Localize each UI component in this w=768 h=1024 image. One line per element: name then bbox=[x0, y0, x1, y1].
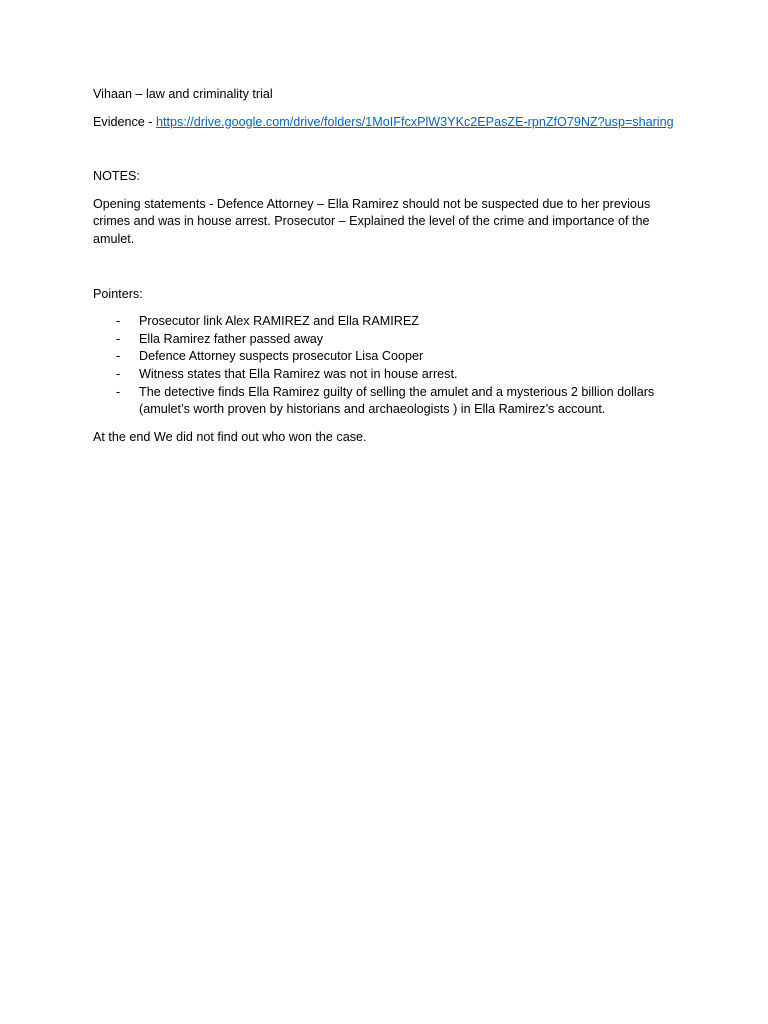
bullet-dash: - bbox=[116, 384, 121, 399]
document-title: Vihaan – law and criminality trial bbox=[93, 87, 273, 101]
opening-statements: Opening statements - Defence Attorney – Ella Ramirez should not be suspected due to her previous crimes and was in house arrest. Prosecutor – Explained the level of the crime and importance of the amulet. bbox=[93, 196, 651, 246]
bullet-dash: - bbox=[116, 349, 121, 364]
list-item bbox=[93, 384, 678, 419]
blank-line bbox=[93, 259, 678, 286]
bullet-dash: - bbox=[116, 331, 121, 346]
document-page bbox=[93, 86, 678, 456]
evidence-label: Evidence - bbox=[93, 114, 156, 129]
pointer-text: The detective finds Ella Ramirez guilty of selling the amulet and a mysterious 2 billion dollars (amulet’s worth proven by historians and archaeologists ) in Ella Ramirez’s account. bbox=[139, 384, 655, 417]
conclusion: At the end We did not find out who won the case. bbox=[93, 429, 367, 444]
pointers-heading: Pointers: bbox=[93, 286, 143, 301]
pointer-text: Prosecutor link Alex RAMIREZ and Ella RAMIREZ bbox=[139, 314, 419, 329]
evidence-line bbox=[93, 114, 678, 132]
list-item bbox=[93, 366, 678, 384]
pointer-text: Witness states that Ella Ramirez was not in house arrest. bbox=[139, 366, 458, 381]
evidence-link[interactable]: https://drive.google.com/drive/folders/1MoIFfcxPlW3YKc2EPasZE-rpnZfO79NZ?usp=sharing bbox=[156, 114, 674, 129]
bullet-dash: - bbox=[116, 366, 121, 381]
list-item bbox=[93, 331, 678, 349]
pointer-text: Defence Attorney suspects prosecutor Lisa Cooper bbox=[139, 349, 424, 364]
list-item bbox=[93, 313, 678, 331]
pointer-text: Ella Ramirez father passed away bbox=[139, 331, 324, 346]
notes-heading: NOTES: bbox=[93, 169, 140, 184]
blank-line bbox=[93, 141, 678, 168]
bullet-dash: - bbox=[116, 314, 121, 329]
pointers-list bbox=[93, 313, 678, 419]
list-item bbox=[93, 348, 678, 366]
